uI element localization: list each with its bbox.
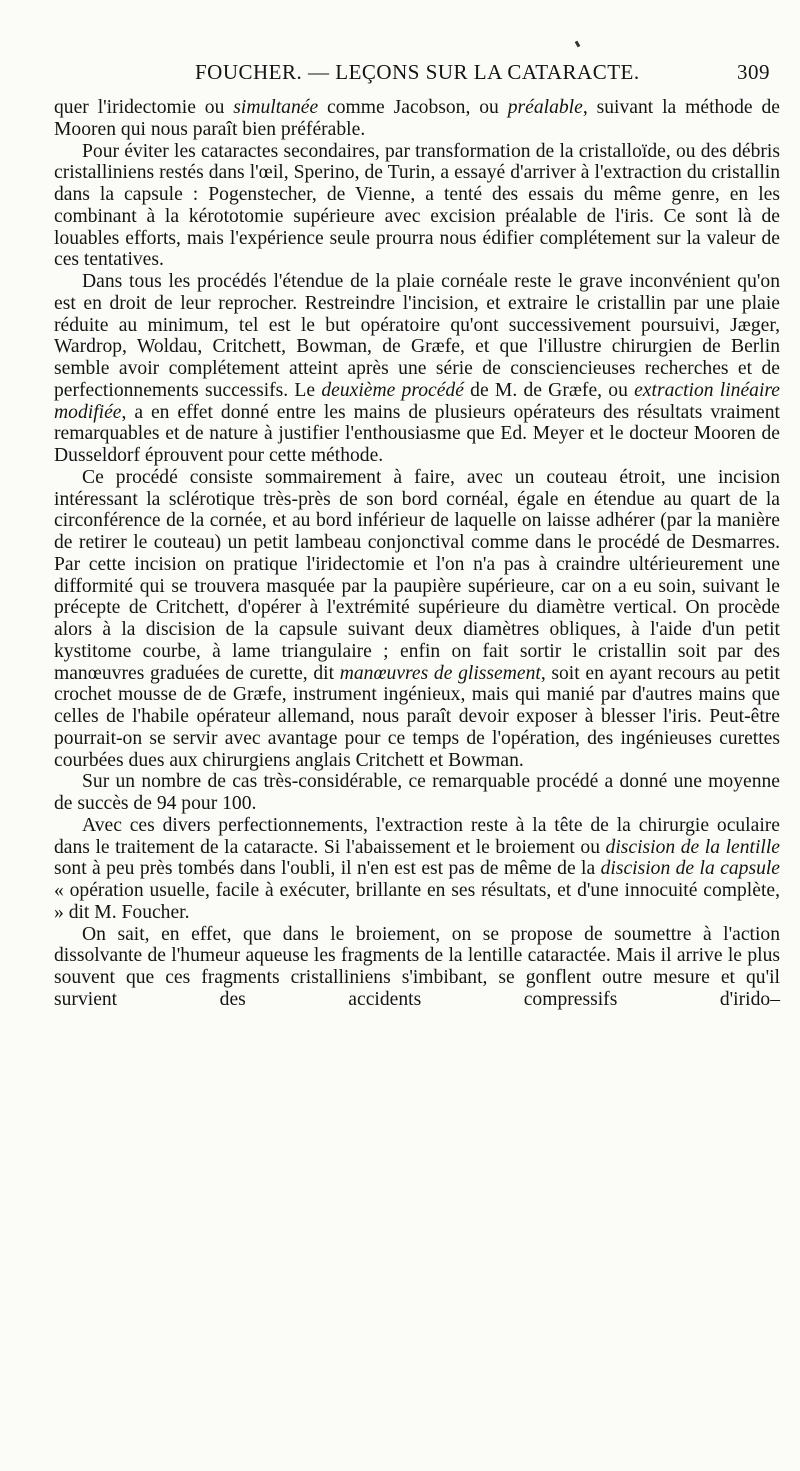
paragraph (54, 271, 780, 467)
text-run: quer l'iridectomie ou (54, 97, 234, 118)
text-run: , soit en ayant recours au petit crochet mousse de de Græfe, instrument ingénieux, mais qui manié par d'autres mains que celles de l'habile opérateur allemand, nous paraît devoir exposer à blesser l'iris. Peut-être pourrait-on se servir avec avantage pour ce temps de l'opération, des ingénieuses curettes courbées dues aux chirurgiens anglais Critchett et Bowman. (54, 662, 780, 771)
italic-text: discision de la capsule (600, 858, 781, 880)
paragraph (54, 771, 780, 815)
print-speck (575, 41, 581, 48)
text-run: Avec ces divers perfectionnements, l'extraction reste à la tête de la chirurgie oculaire dans le traitement de la cataracte. Si l'abaissement et le broiement ou (54, 814, 780, 858)
text-run: de M. de Græfe, ou (463, 379, 635, 401)
text-run: Pour éviter les cataractes secondaires, par transformation de la cristalloïde, ou des débris cristalliniens restés dans l'œil, Sperino, de Turin, a essayé d'arriver à l'extraction du cristallin dans la capsule : Pogenstecher, de Vienne, a tenté des essais du même genre, en les combinant à la kérototomie supérieure avec excision préalable de l'iris. Ce sont là de louables efforts, mais l'expérience seule prourra nous édifier complétement sur la valeur de ces tentatives. (54, 140, 780, 271)
italic-text: deuxième procédé (321, 379, 464, 401)
text-run: « opération usuelle, facile à exécuter, brillante en ses résultats, et d'une innocuité complète, » dit M. Foucher. (54, 880, 780, 923)
italic-text: discision de la lentille (605, 836, 780, 858)
paragraph (54, 141, 780, 272)
body-text (54, 97, 780, 1011)
italic-text: préalable (507, 97, 583, 118)
text-run: sont à peu près tombés dans l'oubli, il n'en est est pas de même de la (54, 858, 601, 880)
page-number: 309 (737, 60, 770, 84)
italic-text: extraction linéaire modifiée (54, 379, 780, 423)
italic-text: manœuvres de glissement (339, 662, 541, 684)
text-run: Ce procédé consiste sommairement à faire, avec un couteau étroit, une incision intéressant la sclérotique très-près de son bord cornéal, égale en étendue au quart de la circonférence de la cornée, et au bord inférieur de laquelle on laisse adhérer (par la manière de retirer le couteau) un petit lambeau conjonctival comme dans le procédé de Desmarres. Par cette incision on pratique l'iridectomie et l'on n'a pas à craindre ultérieurement une difformité qui se trouvera masquée par la paupière supérieure, car on a eu soin, suivant le précepte de Critchett, d'opérer à l'extrémité supérieure du diamètre vertical. On procède alors à la discision de la capsule suivant deux diamètres obliques, à l'aide d'un petit kystitome courbe, à lame triangulaire ; enfin on fait sortir le cristallin soit par des manœuvres graduées de curette, dit (54, 466, 780, 684)
text-run: On sait, en effet, que dans le broiement, on se propose de soumettre à l'action dissolvante de l'humeur aqueuse les fragments de la lentille cataractée. Mais il arrive le plus souvent que ces fragments cristalliniens s'imbibant, se gonflent outre mesure et qu'il survient des accidents compressifs d'irido– (54, 923, 780, 1010)
page-header (110, 60, 770, 92)
paragraph (54, 815, 780, 924)
running-head: FOUCHER. — LEÇONS SUR LA CATARACTE. (195, 60, 640, 84)
text-run: , suivant la méthode de Mooren qui nous paraît bien préférable. (54, 97, 780, 140)
text-run: Dans tous les procédés l'étendue de la plaie cornéale reste le grave inconvénient qu'on est en droit de leur reprocher. Restreindre l'incision, et extraire le cristallin par une plaie réduite au minimum, tel est le but opératoire qu'ont successivement poursuivi, Jæger, Wardrop, Woldau, Critchett, Bowman, de Græfe, et que l'illustre chirurgien de Berlin semble avoir complétement atteint après une série de consciencieuses recherches et de perfectionnements successifs. Le (54, 271, 780, 401)
text-run: Sur un nombre de cas très-considérable, ce remarquable procédé a donné une moyenne de succès de 94 pour 100. (54, 771, 780, 814)
paragraph (54, 97, 780, 141)
paragraph (54, 467, 780, 772)
text-run: comme Jacobson, ou (318, 97, 508, 118)
paragraph (54, 924, 780, 1011)
italic-text: simultanée (233, 97, 319, 118)
text-run: , a en effet donné entre les mains de plusieurs opérateurs des résultats vraiment remarquables et de nature à justifier l'enthousiasme que Ed. Meyer et le docteur Mooren de Dusseldorf éprouvent pour cette méthode. (54, 401, 780, 466)
